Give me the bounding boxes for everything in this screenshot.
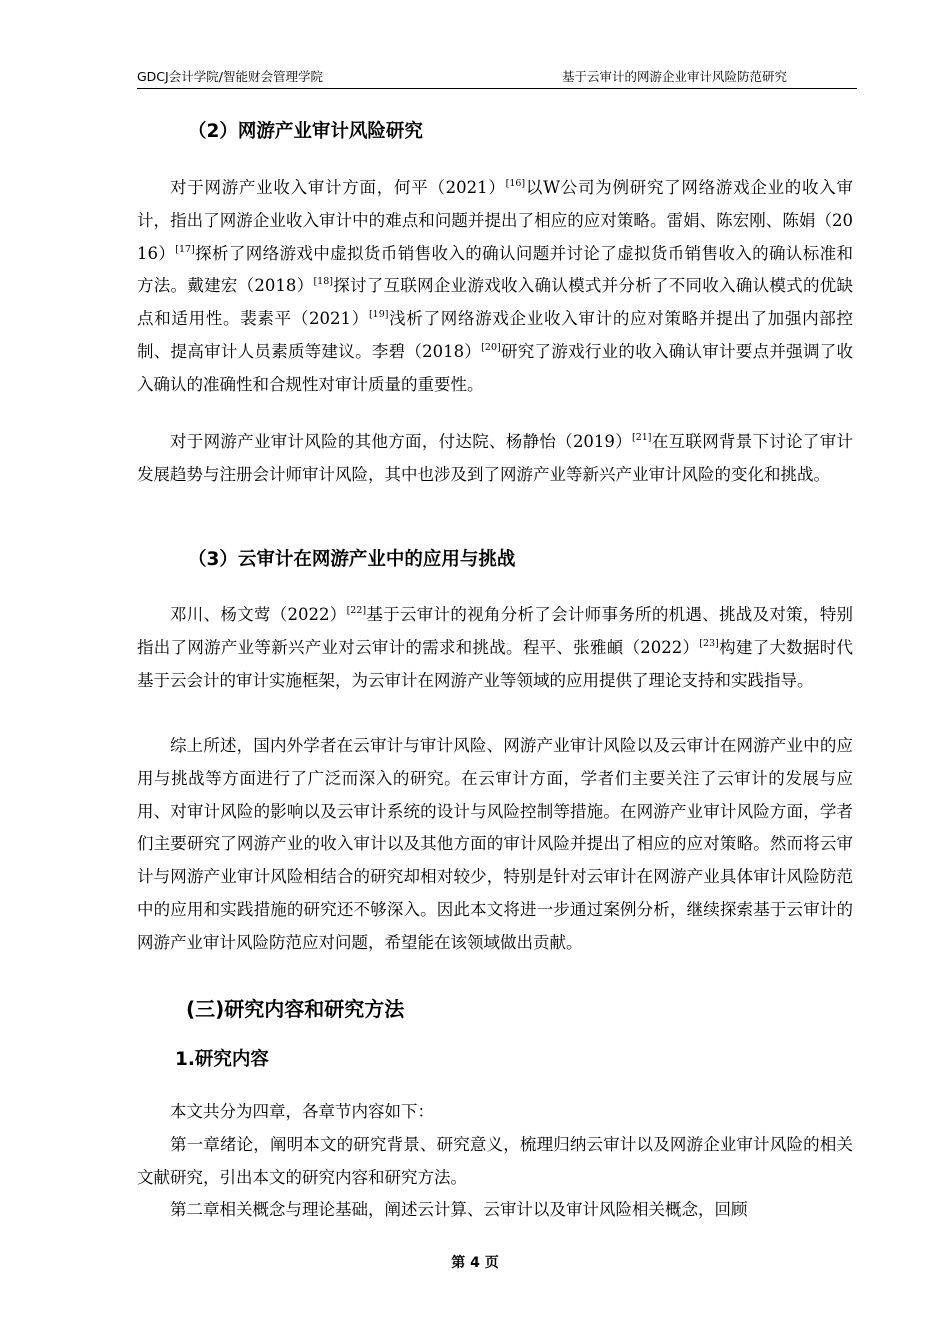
text-run: 基于云审计的视角分析了会计师事务所的机遇、挑战及对策，特别指出了网游产业等新兴产业对云审计的需求和挑战。程平、张雅頔（2022） — [137, 605, 853, 657]
subheading-research-content: 1.研究内容 — [175, 1049, 269, 1070]
citation-ref: [17] — [175, 243, 195, 255]
paragraph-chapters-intro: 本文共分为四章，各章节内容如下： — [170, 1102, 434, 1121]
subsection-heading-3: （3）云审计在网游产业中的应用与挑战 — [188, 549, 516, 570]
citation-ref: [19] — [368, 309, 389, 321]
paragraph-chapter-one: 第一章绪论，阐明本文的研究背景、研究意义，梳理归纳云审计以及网游企业审计风险的相关文献研究，引出本文的研究内容和研究方法。 — [137, 1135, 853, 1187]
paragraph-cloud-audit-application — [137, 599, 853, 697]
header-right-text: 基于云审计的网游企业审计风险防范研究 — [561, 69, 787, 84]
text-run: 邓川、杨文莺（2022） — [170, 605, 347, 624]
citation-ref: [16] — [505, 178, 526, 189]
text-run: 浅析了网络游戏企业收入审计的应对策略并提出了加强内部控制、提高审计人员素质等建议。李碧（2018） — [137, 309, 853, 361]
text-run: 探析了网络游戏中虚拟货币销售收入的确认问题并讨论了虚拟货币销售收入的确认标准和方法。戴建宏（2018） — [137, 243, 854, 296]
citation-ref: [23] — [699, 637, 719, 649]
text-run: 构建了大数据时代基于云会计的审计实施框架，为云审计在网游产业等领域的应用提供了理论支持和实践指导。 — [137, 637, 853, 690]
paragraph-chapter-two: 第二章相关概念与理论基础，阐述云计算、云审计以及审计风险相关概念，回顾 — [170, 1200, 748, 1219]
text-run: 在互联网背景下讨论了审计发展趋势与注册会计师审计风险，其中也涉及到了网游产业等新兴产业审计风险的变化和挑战。 — [137, 432, 853, 484]
citation-ref: [21] — [632, 432, 652, 443]
text-run: 对于网游产业审计风险的其他方面，付达院、杨静怡（2019） — [170, 432, 633, 451]
paragraph-summary: 综上所述，国内外学者在云审计与审计风险、网游产业审计风险以及云审计在网游产业中的应用与挑战等方面进行了广泛而深入的研究。在云审计方面，学者们主要关注了云审计的发展与应用、对审计风险的影响以及云审计系统的设计与风险控制等措施。在网游产业审计风险方面，学者们主要研究了网游产业的收入审计以及其他方面的审计风险并提出了相应的应对策略。然而将云审计与网游产业审计风险相结合的研究却相对较少，特别是针对云审计在网游产业具体审计风险防范中的应用和实践措施的研究还不够深入。因此本文将进一步通过案例分析，继续探索基于云审计的网游产业审计风险防范应对问题，希望能在该领域做出贡献。 — [137, 736, 853, 952]
paragraph-revenue-audit — [137, 172, 853, 402]
subsection-heading-2: （2）网游产业审计风险研究 — [188, 121, 423, 142]
text-run: 研究了游戏行业的收入确认审计要点并强调了收入确认的准确性和合规性对审计质量的重要性。 — [137, 341, 854, 394]
section-heading-research-content-methods: (三)研究内容和研究方法 — [186, 997, 405, 1021]
citation-ref: [20] — [481, 341, 501, 353]
citation-ref: [18] — [313, 276, 333, 288]
page-number: 第 4 页 — [451, 1255, 499, 1271]
citation-ref: [22] — [346, 605, 367, 616]
text-run: 探讨了互联网企业游戏收入确认模式并分析了不同收入确认模式的优缺点和适用性。裴素平（2021） — [137, 276, 853, 329]
header-left-text: GDCJ会计学院/智能财会管理学院 — [137, 69, 323, 84]
paragraph-other-risks — [137, 426, 853, 492]
text-run: 以W公司为例研究了网络游戏企业的收入审计，指出了网游企业收入审计中的难点和问题并提出了相应的应对策略。雷娟、陈宏刚、陈娟（2016） — [137, 178, 853, 263]
page-header — [137, 68, 857, 89]
text-run: 对于网游产业收入审计方面，何平（2021） — [170, 178, 506, 197]
